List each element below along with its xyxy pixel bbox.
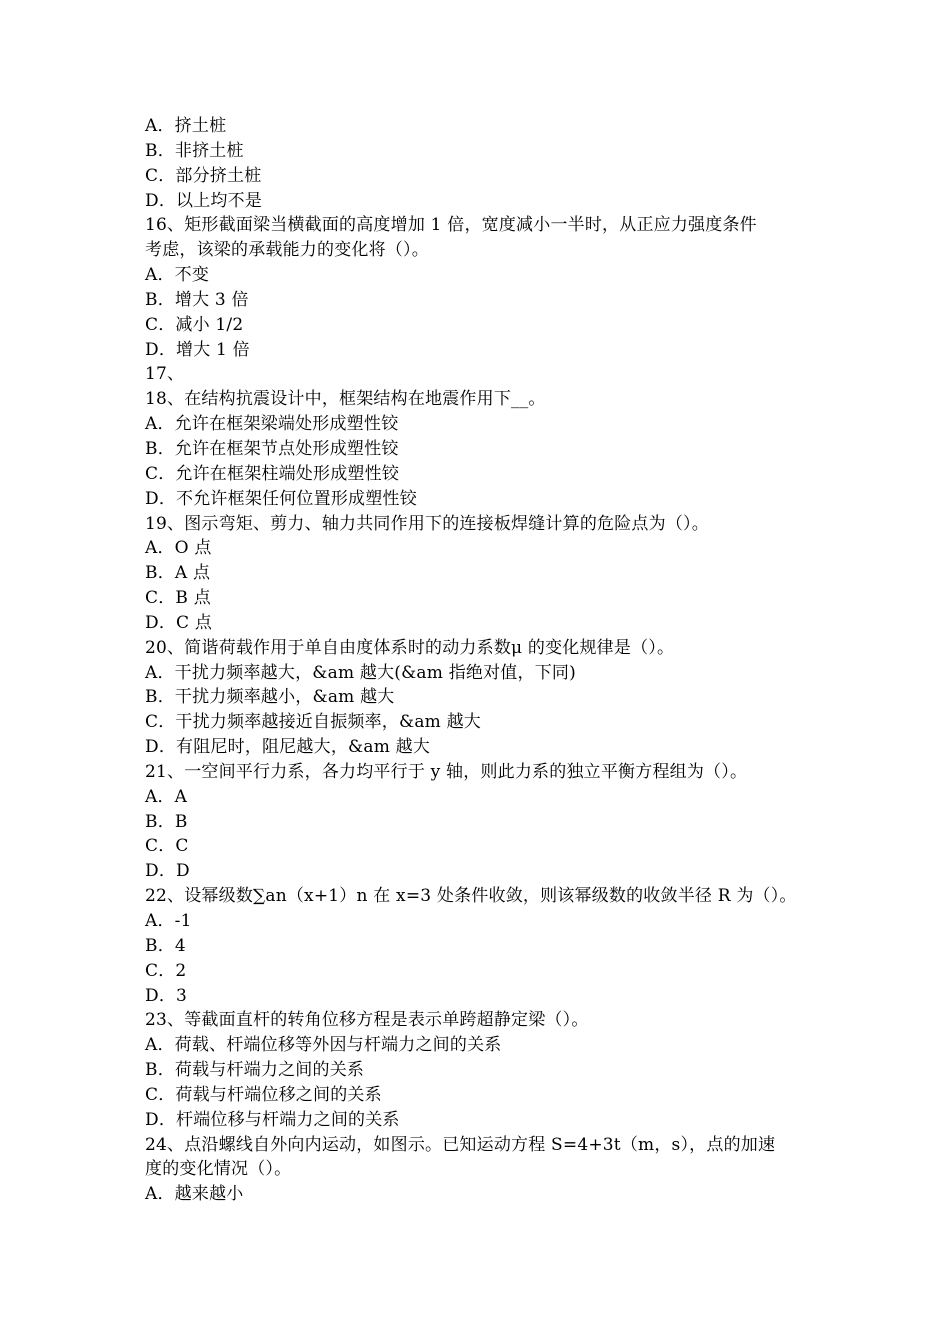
option-c: C．减小 1/2 bbox=[145, 314, 244, 335]
option-a: A．允许在框架梁端处形成塑性铰 bbox=[145, 414, 399, 435]
option-c: C．2 bbox=[145, 960, 187, 981]
question-23: 23、等截面直杆的转角位移方程是表示单跨超静定梁（）。 bbox=[145, 1010, 589, 1031]
option-b: B．A 点 bbox=[145, 563, 211, 584]
question-16-line-2: 考虑，该梁的承载能力的变化将（）。 bbox=[145, 240, 429, 261]
question-18: 18、在结构抗震设计中，框架结构在地震作用下__。 bbox=[145, 389, 546, 410]
question-16-line-1: 16、矩形截面梁当横截面的高度增加 1 倍，宽度减小一半时，从正应力强度条件 bbox=[145, 215, 757, 236]
option-c: C．允许在框架柱端处形成塑性铰 bbox=[145, 463, 400, 484]
option-c: C．荷载与杆端位移之间的关系 bbox=[145, 1084, 382, 1105]
option-c: C．B 点 bbox=[145, 588, 211, 609]
option-a: A．O 点 bbox=[145, 538, 212, 559]
option-b: B．非挤土桩 bbox=[145, 140, 244, 161]
option-b: B．B bbox=[145, 811, 188, 832]
option-b: B．干扰力频率越小，&am 越大 bbox=[145, 687, 395, 708]
option-c: C．C bbox=[145, 836, 189, 857]
option-a: A．不变 bbox=[145, 265, 210, 286]
question-22: 22、设幂级数∑an（x+1）n 在 x=3 处条件收敛，则该幂级数的收敛半径 R 为（）。 bbox=[145, 886, 797, 907]
option-b: B．允许在框架节点处形成塑性铰 bbox=[145, 438, 399, 459]
question-20: 20、简谐荷载作用于单自由度体系时的动力系数μ 的变化规律是（）。 bbox=[145, 637, 675, 658]
option-d: D．C 点 bbox=[145, 612, 213, 633]
option-a: A．荷载、杆端位移等外因与杆端力之间的关系 bbox=[145, 1035, 502, 1056]
question-24-line-1: 24、点沿螺线自外向内运动，如图示。已知运动方程 S=4+3t（m，s），点的加速 bbox=[145, 1134, 776, 1155]
option-c: C．部分挤土桩 bbox=[145, 165, 262, 186]
question-21: 21、一空间平行力系，各力均平行于 y 轴，则此力系的独立平衡方程组为（）。 bbox=[145, 761, 748, 782]
option-b: B．荷载与杆端力之间的关系 bbox=[145, 1060, 365, 1081]
option-b: B．4 bbox=[145, 935, 186, 956]
option-a: A．-1 bbox=[145, 911, 192, 931]
option-a: A．挤土桩 bbox=[145, 116, 227, 136]
option-d: D．杆端位移与杆端力之间的关系 bbox=[145, 1109, 400, 1130]
option-c: C．干扰力频率越接近自振频率，&am 越大 bbox=[145, 712, 481, 733]
question-24-line-2: 度的变化情况（）。 bbox=[145, 1159, 292, 1180]
option-a: A．A bbox=[145, 786, 188, 807]
option-d: D．不允许框架任何位置形成塑性铰 bbox=[145, 488, 417, 509]
option-b: B．增大 3 倍 bbox=[145, 289, 249, 310]
option-d: D．增大 1 倍 bbox=[145, 339, 250, 360]
option-d: D．D bbox=[145, 861, 190, 882]
exam-text bbox=[145, 114, 810, 1207]
question-17: 17、 bbox=[145, 364, 185, 385]
option-d: D．3 bbox=[145, 985, 188, 1006]
option-d: D．以上均不是 bbox=[145, 190, 263, 211]
option-d: D．有阻尼时，阻尼越大，&am 越大 bbox=[145, 737, 431, 758]
option-a: A．越来越小 bbox=[145, 1184, 244, 1205]
question-19: 19、图示弯矩、剪力、轴力共同作用下的连接板焊缝计算的危险点为（）。 bbox=[145, 513, 709, 534]
option-a: A．干扰力频率越大，&am 越大(&am 指绝对值，下同) bbox=[145, 662, 576, 683]
